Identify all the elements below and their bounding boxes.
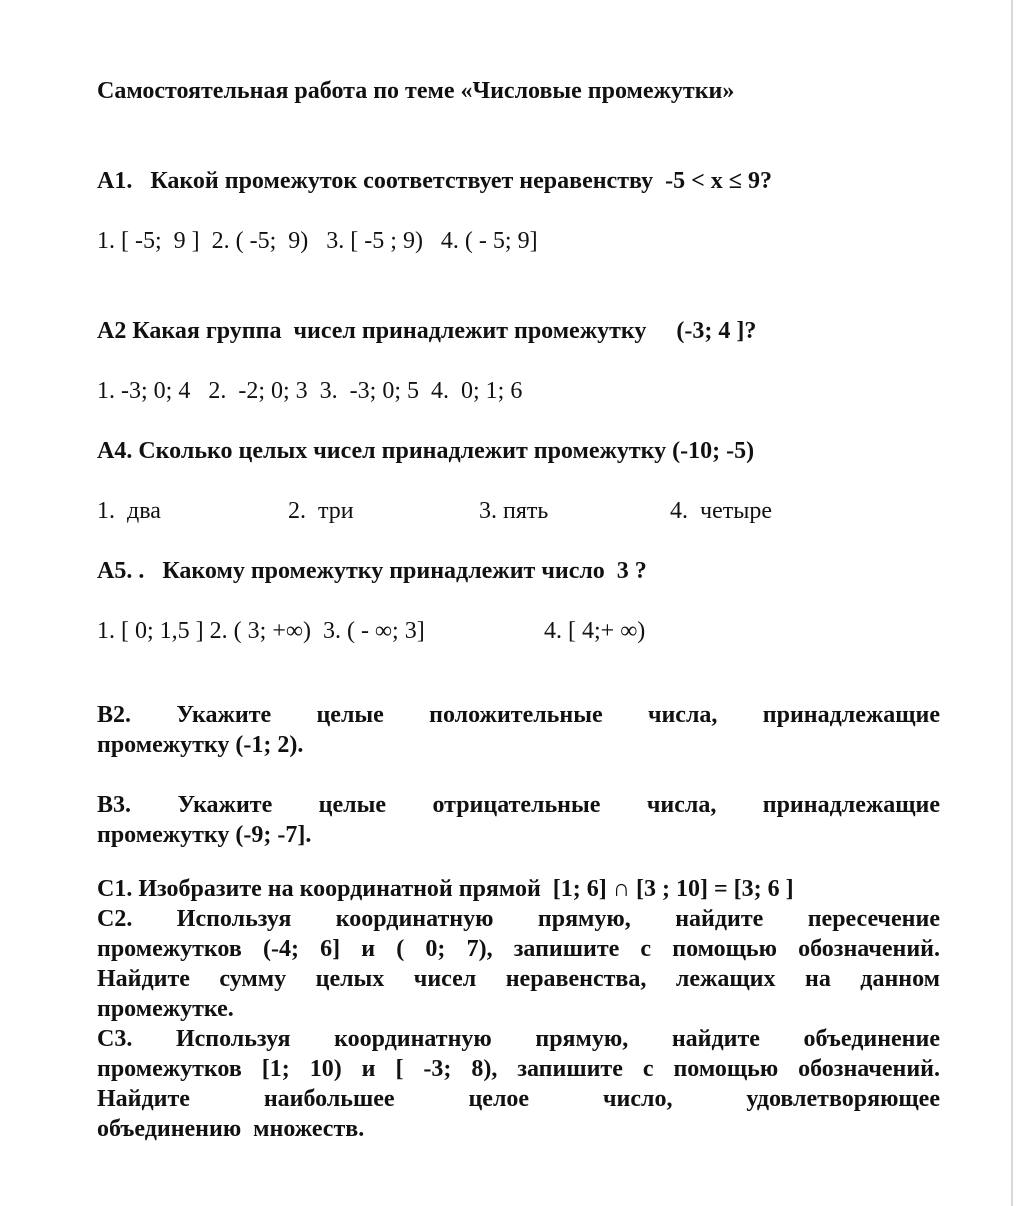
options-1-3: 1. [ 0; 1,5 ] 2. ( 3; +∞) 3. ( - ∞; 3] — [97, 618, 425, 644]
option-4: 4. четыре — [670, 498, 772, 524]
question-c2-line2: промежутков (-4; 6] и ( 0; 7), запишите с помощью обозначений. — [97, 936, 940, 962]
question-c2-line1: С2. Используя координатную прямую, найдите пересечение — [97, 906, 940, 932]
question-c2-line4: промежутке. — [97, 996, 234, 1022]
worksheet-title: Самостоятельная работа по теме «Числовые промежутки» — [97, 78, 735, 104]
question-c1: С1. Изобразите на координатной прямой [1; 6] ∩ [3 ; 10] = [3; 6 ] — [97, 876, 794, 902]
option-3: 3. пять — [479, 498, 549, 524]
question-c2-line3: Найдите сумму целых чисел неравенства, лежащих на данном — [97, 966, 940, 992]
question-a5-options — [97, 616, 817, 646]
question-a1-options: 1. [ -5; 9 ] 2. ( -5; 9) 3. [ -5 ; 9) 4. ( - 5; 9] — [97, 228, 538, 254]
option-2: 2. три — [288, 498, 354, 524]
question-a4-options — [97, 496, 817, 526]
question-c3-line3: Найдите наибольшее целое число, удовлетворяющее — [97, 1086, 940, 1112]
question-a1: А1. Какой промежуток соответствует неравенству -5 < x ≤ 9? — [97, 168, 772, 194]
option-1: 1. два — [97, 498, 161, 524]
question-b2 — [97, 700, 940, 760]
question-b3 — [97, 790, 940, 850]
question-c3-line2: промежутков [1; 10) и [ -3; 8), запишите с помощью обозначений. — [97, 1056, 940, 1082]
question-a4: А4. Сколько целых чисел принадлежит промежутку (-10; -5) — [97, 438, 755, 464]
question-c3-line4: объединению множеств. — [97, 1116, 365, 1142]
question-b3-line1: В3. Укажите целые отрицательные числа, принадлежащие — [97, 792, 940, 818]
option-4: 4. [ 4;+ ∞) — [544, 618, 646, 644]
question-a2-options: 1. -3; 0; 4 2. -2; 0; 3 3. -3; 0; 5 4. 0; 1; 6 — [97, 378, 523, 404]
question-c3-line1: С3. Используя координатную прямую, найдите объединение — [97, 1026, 940, 1052]
question-b2-line1: В2. Укажите целые положительные числа, принадлежащие — [97, 702, 940, 728]
question-a5: А5. . Какому промежутку принадлежит число 3 ? — [97, 558, 647, 584]
question-b2-line2: промежутку (-1; 2). — [97, 732, 304, 758]
page-edge — [1011, 0, 1013, 1206]
questions-c — [97, 874, 940, 1144]
question-a2: А2 Какая группа чисел принадлежит промежутку (-3; 4 ]? — [97, 318, 757, 344]
question-b3-line2: промежутку (-9; -7]. — [97, 822, 312, 848]
